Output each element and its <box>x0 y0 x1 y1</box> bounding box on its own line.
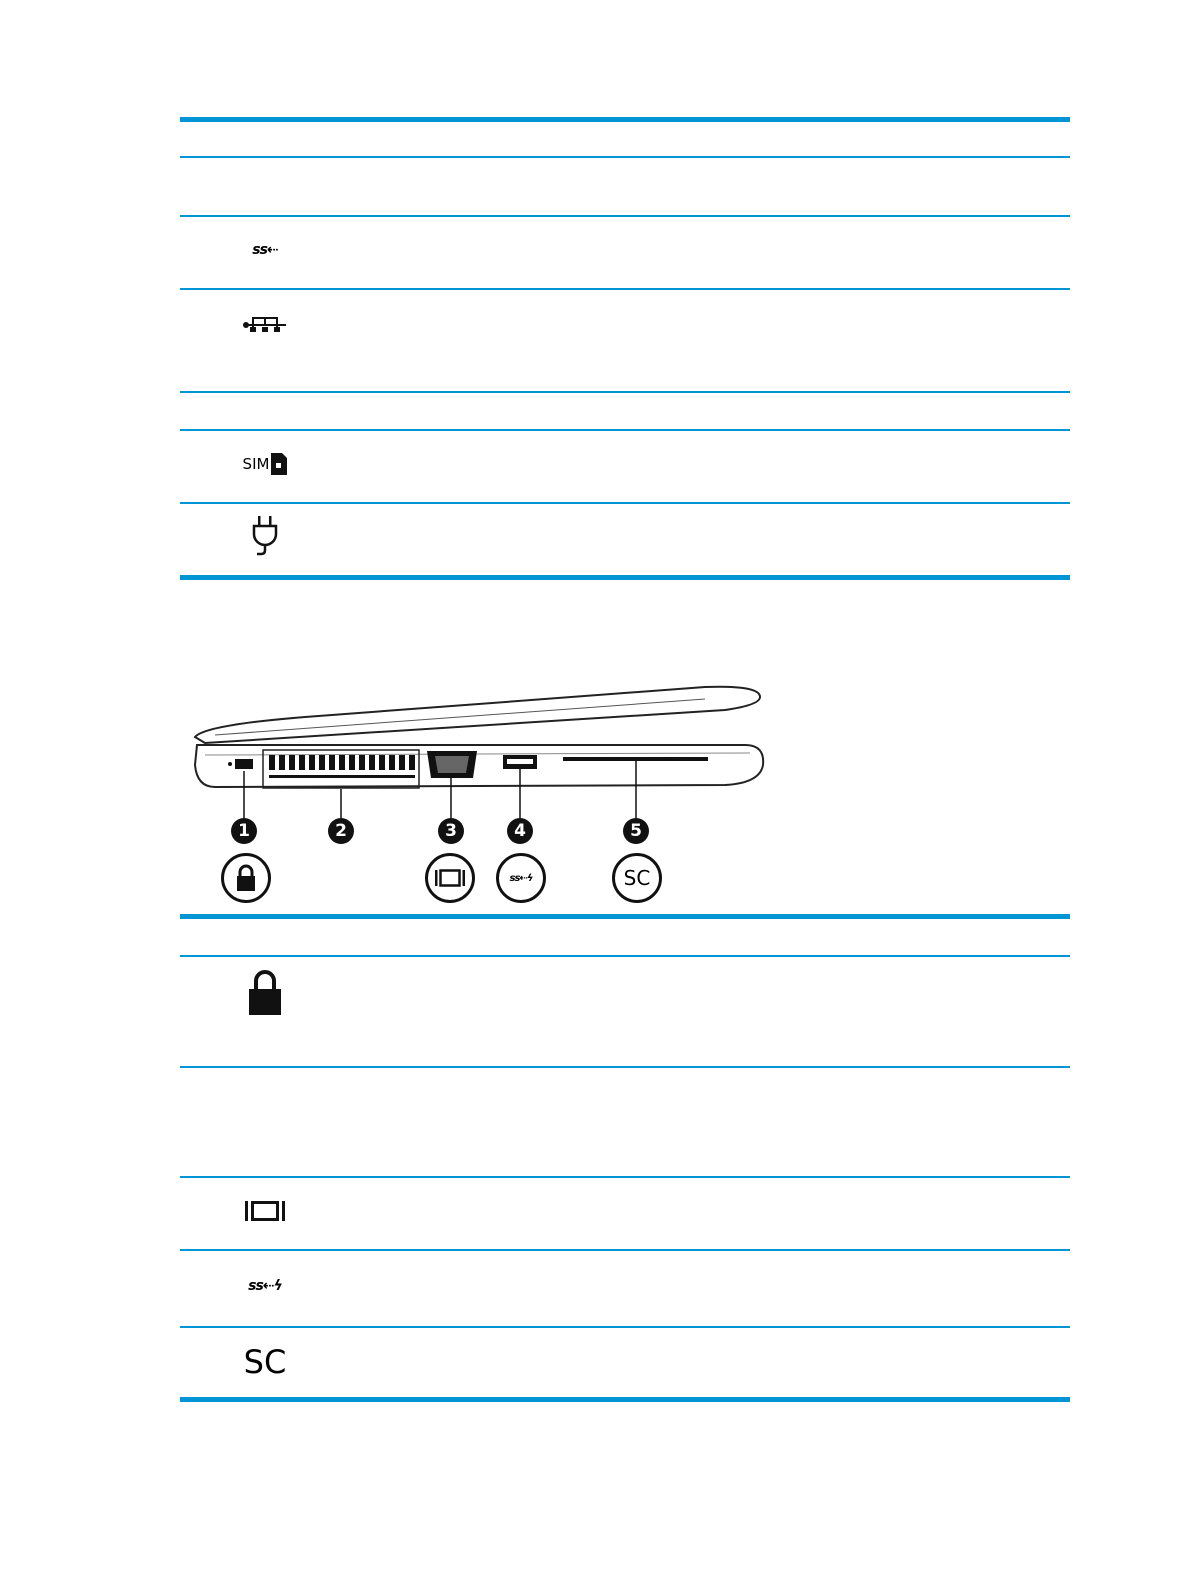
vga-icon <box>230 1196 300 1226</box>
table2-header-rule <box>180 955 1070 957</box>
laptop-left-side-illustration <box>185 675 785 915</box>
network-icon <box>230 310 300 340</box>
smart-card-label: SC <box>243 1343 287 1381</box>
usb-charging-icon <box>230 1272 300 1300</box>
usb-charging-label: ss⇠ϟ <box>248 1278 282 1294</box>
usb-charging-circle-icon <box>496 853 546 903</box>
table2-top-rule <box>180 914 1070 919</box>
callout-2: 2 <box>328 818 354 844</box>
table2-row-divider <box>180 1326 1070 1328</box>
table1-row-divider <box>180 502 1070 504</box>
smart-card-circle-label: SC <box>623 866 651 890</box>
lock-circle-icon <box>221 853 271 903</box>
callout-4: 4 <box>507 818 533 844</box>
sim-icon <box>230 450 300 478</box>
usb-charging-circle-label: ss⇠ϟ <box>509 872 533 884</box>
table1-row-divider <box>180 288 1070 290</box>
smart-card-icon <box>230 1340 300 1384</box>
smart-card-circle-icon <box>612 853 662 903</box>
vga-circle-icon <box>425 853 475 903</box>
table2-bottom-rule <box>180 1397 1070 1402</box>
usb-superspeed-label: ss⇠ <box>252 242 278 258</box>
table2-row-divider <box>180 1176 1070 1178</box>
callout-1: 1 <box>231 818 257 844</box>
table1-row-divider <box>180 215 1070 217</box>
sim-label: SIM <box>242 455 270 473</box>
usb-superspeed-icon <box>230 236 300 264</box>
table2-row-divider <box>180 1249 1070 1251</box>
table1-row-divider <box>180 391 1070 393</box>
table1-row-divider <box>180 429 1070 431</box>
callout-3: 3 <box>438 818 464 844</box>
callout-5: 5 <box>623 818 649 844</box>
table2-row-divider <box>180 1066 1070 1068</box>
lock-icon <box>230 968 300 1016</box>
table1-header-rule <box>180 156 1070 158</box>
table1-top-rule <box>180 117 1070 122</box>
power-plug-icon <box>230 515 300 559</box>
table1-bottom-rule <box>180 575 1070 580</box>
